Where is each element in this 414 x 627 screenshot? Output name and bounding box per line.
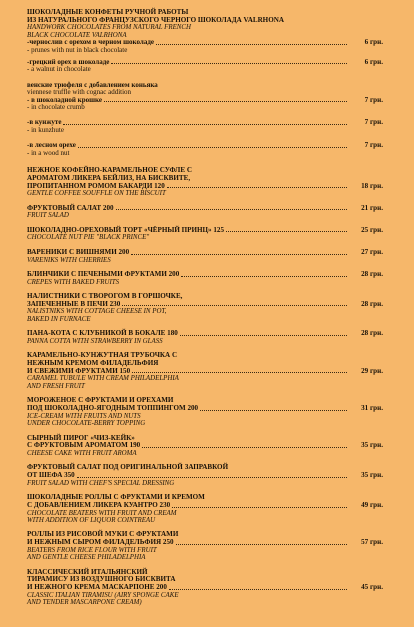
item-name-ru: РОЛЛЫ ИЗ РИСОВОЙ МУКИ С ФРУКТАМИ — [27, 530, 179, 539]
item-name-en: VARENIKS WITH CHERRIES — [27, 256, 111, 264]
item-name-ru: СЫРНЫЙ ПИРОГ «ЧИЗ-КЕЙК» — [27, 433, 135, 442]
item-name-en: CHEESE CAKE WITH FRUIT AROMA — [27, 449, 137, 457]
item-name-ru: БЛИНЧИКИ С ПЕЧЕНЫМИ ФРУКТАМИ 200 — [27, 269, 180, 278]
item-price: 6 грн. — [364, 58, 383, 67]
leader-dots — [142, 447, 347, 448]
item-name-ru: И НЕЖНЫМ СЫРОМ ФИЛАДЕЛЬФИЯ 250 — [27, 538, 174, 547]
item-name-en: UNDER CHOCOLATE-BERRY TOPPING — [27, 420, 146, 428]
item-name-ru: - в шоколадной крошке — [27, 95, 102, 104]
item-name-en: CHOCOLATE NUT PIE "BLACK PRINCE" — [27, 234, 150, 242]
truffles-title-ru: венские трюфеля с добавлением коньяка — [27, 80, 158, 89]
item-price: 28 грн. — [361, 329, 383, 338]
menu-item — [27, 435, 383, 458]
item-name-ru: НАЛИСТНИКИ С ТВОРОГОМ В ГОРШОЧКЕ, — [27, 292, 183, 301]
leader-dots — [226, 231, 347, 232]
item-price: 57 грн. — [361, 538, 383, 547]
item-price: 6 грн. — [364, 38, 383, 47]
item-name-ru: ПАНА-КОТА С КЛУБНИКОЙ В БОКАЛЕ 180 — [27, 329, 178, 338]
item-name-ru: И СВЕЖИМИ ФРУКТАМИ 150 — [27, 366, 131, 375]
menu-item — [27, 293, 383, 323]
item-price: 7 грн. — [364, 118, 383, 127]
menu-row — [27, 205, 383, 213]
item-name-ru: ФРУКТОВЫЙ САЛАТ ПОД ОРИГИНАЛЬНОЙ ЗАПРАВКОЙ — [27, 463, 229, 472]
item-name-en: CLASSIC ITALIAN TIRAMISU (AIRY SPONGE CAKE — [27, 591, 179, 599]
truffles-title-en: viennese truffle with cognac addition — [27, 88, 132, 97]
leader-dots — [156, 44, 347, 45]
menu-row — [27, 119, 383, 126]
menu-row — [27, 502, 383, 510]
menu-page — [27, 9, 383, 614]
chocolates-title-en-1: HANDWORK CHOCOLATES FROM NATURAL FRENCH — [27, 24, 191, 32]
item-name-en: GENTLE COFFEE SOUFFLE ON THE BISCUIT — [27, 190, 166, 198]
leader-dots — [169, 589, 347, 590]
dessert-list — [27, 167, 383, 606]
menu-row — [27, 249, 383, 257]
item-name-en: ICE-CREAM WITH FRUITS AND NUTS — [27, 412, 141, 420]
menu-row — [27, 539, 383, 547]
leader-dots — [180, 335, 347, 336]
item-name-ru: ФРУКТОВЫЙ САЛАТ 200 — [27, 203, 114, 212]
item-name-en: BAKED IN FURNACE — [27, 315, 91, 323]
item-name-en: AND FRESH FRUIT — [27, 382, 85, 390]
item-name-ru: КЛАССИЧЕСКИЙ ИТАЛЬЯНСКИЙ — [27, 567, 148, 576]
leader-dots — [63, 124, 347, 125]
menu-row — [27, 183, 383, 191]
item-price: 18 грн. — [361, 181, 383, 190]
item-name-ru: -грецкий орех в шоколаде — [27, 58, 110, 67]
menu-item — [27, 569, 383, 607]
item-name-en: - in chocolate crumb — [27, 103, 85, 112]
item-name-en: FRUIT SALAD — [27, 212, 69, 220]
item-name-en: AND GENTLE CHEESE PHILADELPHIA — [27, 554, 146, 562]
menu-item — [27, 271, 383, 286]
item-name-ru: ТИРАМИСУ ИЗ ВОЗДУШНОГО БИСКВИТА — [27, 575, 176, 584]
menu-item — [27, 330, 383, 345]
menu-row — [27, 405, 383, 413]
item-name-ru: ПОД ШОКОЛАДНО-ЯГОДНЫМ ТОППИНГОМ 200 — [27, 404, 199, 412]
item-name-en: WITH ADDITION OF LIQUOR COINTREAU — [27, 516, 156, 524]
item-name-en: - in kunzhute — [27, 125, 64, 134]
menu-row — [27, 584, 383, 592]
item-price: 49 грн. — [361, 500, 383, 509]
item-name-ru: НЕЖНОЕ КОФЕЙНО-КАРАМЕЛЬНОЕ СУФЛЕ С — [27, 166, 192, 175]
item-name-ru: ШОКОЛАДНЫЕ РОЛЛЫ С ФРУКТАМИ И КРЕМОМ — [27, 493, 205, 502]
chocolates-title-ru-2: ИЗ НАТУРАЛЬНОГО ФРАНЦУЗСКОГО ЧЕРНОГО ШОКОЛАДА VALRHONA — [27, 15, 284, 24]
item-name-en: FRUIT SALAD WITH CHEF'S SPECIAL DRESSING — [27, 479, 175, 487]
item-name-ru: МОРОЖЕНОЕ С ФРУКТАМИ И ОРЕХАМИ — [27, 396, 174, 405]
item-name-en: AND TENDER MASCARPONE CREAM) — [27, 599, 142, 607]
item-name-ru: -чернослив с орехом в черном шоколаде — [27, 38, 154, 47]
item-name-ru: ШОКОЛАДНО-ОРЕХОВЫЙ ТОРТ «ЧЁРНЫЙ ПРИНЦ» 125 — [27, 225, 225, 234]
menu-item — [27, 494, 383, 524]
leader-dots — [181, 276, 347, 277]
item-price: 29 грн. — [361, 366, 383, 375]
menu-row — [27, 301, 383, 309]
item-name-en: PANNA COTTA WITH STRAWBERRY IN GLASS — [27, 337, 163, 345]
menu-item — [27, 142, 383, 157]
leader-dots — [111, 63, 347, 64]
item-price: 28 грн. — [361, 299, 383, 308]
item-name-ru: С ДОБАВЛЕНИЕМ ЛИКЕРА КУАНТРО 230 — [27, 500, 171, 509]
menu-row — [27, 442, 383, 450]
item-name-ru: -в кунжуте — [27, 118, 62, 127]
item-name-en: BEATERS FROM RICE FLOUR WITH FRUIT — [27, 546, 157, 554]
item-name-en: CHOCOLATE BEATERS WITH FRUIT AND CREAM — [27, 509, 177, 517]
item-name-en: - a walnut in chocolate — [27, 65, 91, 74]
menu-item — [27, 227, 383, 242]
item-name-ru: ЗАПЕЧЕННЫЕ В ПЕЧИ 230 — [27, 299, 121, 308]
leader-dots — [104, 101, 347, 102]
item-price: 25 грн. — [361, 225, 383, 234]
item-price: 21 грн. — [361, 203, 383, 212]
menu-row — [27, 472, 383, 480]
leader-dots — [77, 477, 347, 478]
menu-item — [27, 531, 383, 561]
menu-item — [27, 59, 383, 74]
item-name-en: CREPES WITH BAKED FRUITS — [27, 278, 120, 286]
item-price: 28 грн. — [361, 269, 383, 278]
item-price: 7 грн. — [364, 95, 383, 104]
chocolates-title-en-2: BLACK CHOCOLATE VALRHONA — [27, 31, 127, 39]
leader-dots — [167, 187, 347, 188]
leader-dots — [122, 305, 347, 306]
item-name-ru: И НЕЖНОГО КРЕМА МАСКАРПОНЕ 200 — [27, 582, 167, 591]
item-price: 7 грн. — [364, 141, 383, 150]
menu-row — [27, 227, 383, 235]
item-name-ru: С ФРУКТОВЫМ АРОМАТОМ 190 — [27, 441, 141, 450]
menu-item — [27, 167, 383, 198]
leader-dots — [116, 209, 347, 210]
item-price: 45 грн. — [361, 582, 383, 591]
menu-item — [27, 249, 383, 264]
item-price: 35 грн. — [361, 441, 383, 450]
item-name-ru: НЕЖНЫМ КРЕМОМ ФИЛАДЕЛЬФИЯ — [27, 359, 159, 368]
leader-dots — [172, 507, 347, 508]
item-price: 27 грн. — [361, 247, 383, 256]
menu-item — [27, 352, 383, 390]
item-name-ru: КАРАМЕЛЬНО-КУНЖУТНАЯ ТРУБОЧКА С — [27, 351, 178, 360]
menu-item — [27, 464, 383, 487]
item-name-en: NALISTNIKS WITH COTTAGE CHEESE IN POT, — [27, 308, 167, 316]
item-price: 35 грн. — [361, 471, 383, 480]
item-name-ru: ПРОПИТАННОМ РОМОМ БАКАРДИ 120 — [27, 181, 165, 190]
menu-item — [27, 205, 383, 220]
truffles-item — [27, 82, 383, 112]
item-price: 31 грн. — [361, 404, 383, 412]
menu-row — [27, 271, 383, 279]
item-name-ru: ВАРЕНИКИ С ВИШНЯМИ 200 — [27, 247, 130, 256]
leader-dots — [176, 544, 347, 545]
leader-dots — [78, 147, 347, 148]
leader-dots — [200, 410, 347, 411]
item-name-en: CARAMEL TUBULE WITH CREAM PHILADELPHIA — [27, 375, 179, 383]
chocolates-header — [27, 9, 383, 54]
menu-item — [27, 397, 383, 427]
menu-row — [27, 330, 383, 338]
menu-item — [27, 119, 383, 134]
chocolates-title-ru-1: ШОКОЛАДНЫЕ КОНФЕТЫ РУЧНОЙ РАБОТЫ — [27, 8, 189, 16]
item-name-en: - prunes with nut in black chocolate — [27, 45, 128, 54]
item-name-ru: ОТ ШЕФА 350 — [27, 471, 75, 480]
item-name-ru: -в лесном орехе — [27, 141, 76, 150]
leader-dots — [131, 254, 347, 255]
item-name-en: - in a wood nut — [27, 148, 70, 157]
item-name-ru: АРОМАТОМ ЛИКЕРА БЕЙЛИЗ, НА БИСКВИТЕ, — [27, 173, 191, 182]
menu-row — [27, 368, 383, 376]
leader-dots — [132, 372, 347, 373]
menu-row — [27, 142, 383, 149]
